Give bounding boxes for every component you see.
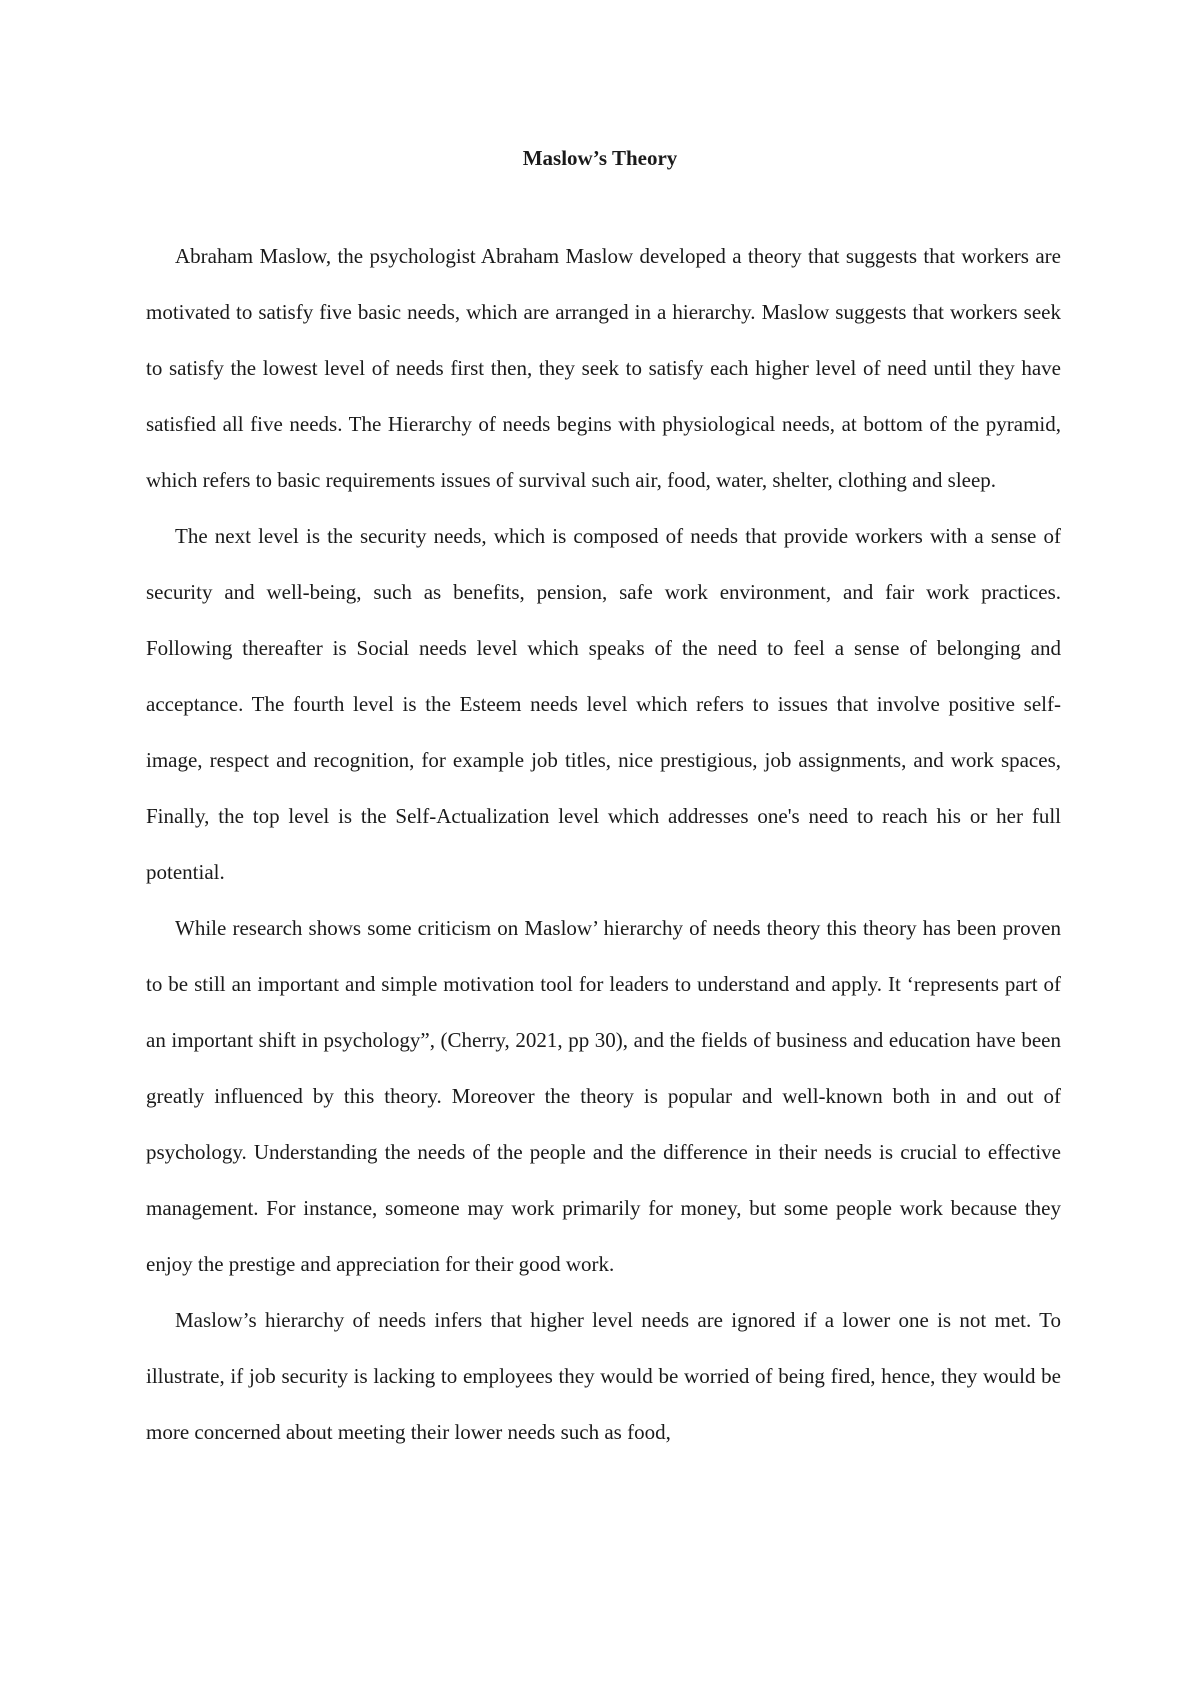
document-body: [146, 228, 1061, 1460]
paragraph-4: Maslow’s hierarchy of needs infers that higher level needs are ignored if a lower one is not met. To illustrate, if job security is lacking to employees they would be worried of being fired, hence, they would be more concerned about meeting their lower needs such as food,: [146, 1308, 1061, 1444]
page-title: Maslow’s Theory: [522, 146, 678, 170]
paragraph-3: While research shows some criticism on Maslow’ hierarchy of needs theory this theory has been proven to be still an important and simple motivation tool for leaders to understand and apply. It ‘represents part of an important shift in psychology”, (Cherry, 2021, pp 30), and the fields of business and education have been greatly influenced by this theory. Moreover the theory is popular and well-known both in and out of psychology. Understanding the needs of the people and the difference in their needs is crucial to effective management. For instance, someone may work primarily for money, but some people work because they enjoy the prestige and appreciation for their good work.: [146, 916, 1061, 1276]
paragraph-1: Abraham Maslow, the psychologist Abraham Maslow developed a theory that suggests that workers are motivated to satisfy five basic needs, which are arranged in a hierarchy. Maslow suggests that workers seek to satisfy the lowest level of needs first then, they seek to satisfy each higher level of need until they have satisfied all five needs. The Hierarchy of needs begins with physiological needs, at bottom of the pyramid, which refers to basic requirements issues of survival such air, food, water, shelter, clothing and sleep.: [146, 244, 1061, 492]
paragraph-2: The next level is the security needs, which is composed of needs that provide workers with a sense of security and well-being, such as benefits, pension, safe work environment, and fair work practices. Following thereafter is Social needs level which speaks of the need to feel a sense of belonging and acceptance. The fourth level is the Esteem needs level which refers to issues that involve positive self-image, respect and recognition, for example job titles, nice prestigious, job assignments, and work spaces, Finally, the top level is the Self-Actualization level which addresses one's need to reach his or her full potential.: [146, 524, 1061, 884]
